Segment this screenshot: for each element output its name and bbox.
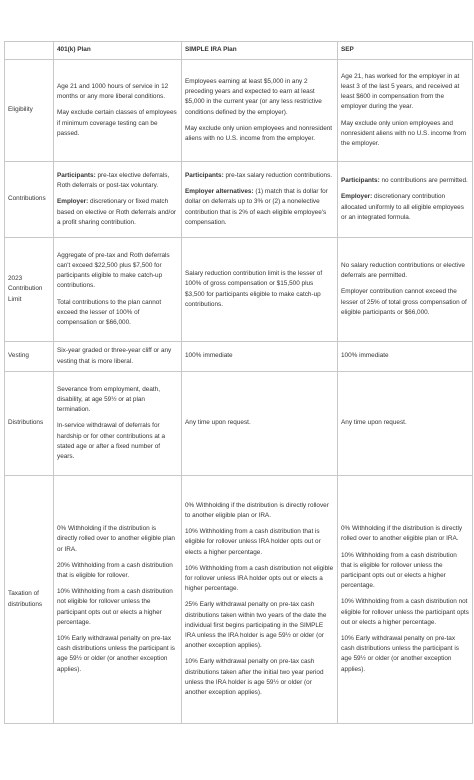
row-label-distributions: Distributions — [5, 372, 54, 476]
cell-paragraph — [341, 119, 469, 150]
cell-paragraph-lead: Employer alternatives: — [185, 188, 254, 196]
cell-paragraph-text: (1) match that is dollar for dollar on deferrals up to 3% or (2) a nonelective contribution that is 2% of each eligible employee's compensation. — [185, 188, 328, 226]
cell-paragraph-text: Any time upon request. — [185, 419, 251, 427]
header-cell-simple-ira: SIMPLE IRA Plan — [182, 42, 338, 60]
cell-paragraph-text: 10% Early withdrawal penalty on pre-tax cash distributions taken after the initial two year period unless the IRA holder is age 59½ or older (or another exception applies). — [185, 658, 324, 697]
cell-paragraph — [185, 351, 334, 361]
cell-paragraph-text: 10% Withholding from a cash distribution not eligible for rollover unless IRA holder opts out or elects a higher percentage. — [185, 564, 334, 593]
header-cell-blank — [5, 42, 54, 60]
cell-paragraph — [341, 351, 469, 361]
cell-paragraph — [57, 561, 178, 581]
cell-paragraph-text: 10% Withholding from a cash distribution not eligible for rollover unless the participant opts out or elects a higher percentage. — [341, 598, 469, 626]
cell-contributions-simple — [182, 162, 338, 238]
cell-vesting-plan401k — [54, 342, 182, 372]
cell-paragraph-text: Age 21, has worked for the employer in at least 3 of the last 5 years, and received at least $600 in compensation from the employer during the year. — [341, 72, 460, 111]
cell-paragraph-text: Severance from employment, death, disability, at age 59½ or at plan termination. — [57, 385, 161, 414]
cell-paragraph — [341, 192, 469, 223]
cell-paragraph-text: In-service withdrawal of deferrals for hardship or for other contributions at a stated age or after a fixed number of years. — [57, 422, 165, 460]
cell-paragraph — [57, 82, 178, 102]
cell-paragraph — [341, 176, 469, 186]
cell-paragraph — [341, 418, 469, 428]
cell-paragraph — [185, 171, 334, 181]
table-body — [5, 60, 473, 724]
cell-eligibility-simple — [182, 60, 338, 162]
cell-taxation-plan401k — [54, 476, 182, 724]
cell-paragraph-text: May exclude only union employees and nonresident aliens with no U.S. income from the employer. — [185, 124, 333, 142]
cell-paragraph — [185, 77, 334, 118]
table-row-distributions — [5, 372, 473, 476]
header-row — [5, 42, 473, 60]
cell-paragraph-text: Age 21 and 1000 hours of service in 12 months or any more liberal conditions. — [57, 82, 169, 101]
cell-paragraph-lead: Employer: — [341, 193, 373, 201]
cell-paragraph — [185, 269, 334, 310]
cell-paragraph — [185, 501, 334, 521]
retirement-plan-comparison-table — [4, 41, 473, 724]
cell-paragraph — [341, 597, 469, 628]
table-row-contributions — [5, 162, 473, 238]
cell-paragraph-text: 0% Withholding if the distribution is directly rolled over to another eligible plan or IRA. — [341, 525, 463, 543]
cell-paragraph-lead: Participants: — [185, 171, 224, 179]
cell-paragraph — [341, 551, 469, 592]
cell-paragraph-text: Six-year graded or three-year cliff or any vesting that is more liberal. — [57, 347, 172, 365]
cell-vesting-sep — [338, 342, 473, 372]
cell-paragraph-text: May exclude certain classes of employees if minimum coverage testing can be passed. — [57, 109, 177, 137]
cell-paragraph-text: no contributions are permitted. — [379, 177, 468, 185]
cell-paragraph — [57, 298, 178, 329]
row-label-eligibility: Eligibility — [5, 60, 54, 162]
cell-paragraph-text: Total contributions to the plan cannot exceed the lesser of 100% of compensation or $66,000. — [57, 298, 162, 326]
cell-paragraph-text: pre-tax elective deferrals, Roth deferrals or post-tax voluntary. — [57, 171, 170, 190]
cell-paragraph-text: pre-tax salary reduction contributions. — [223, 171, 333, 179]
cell-paragraph-text: 100% immediate — [185, 352, 233, 360]
cell-contributions-plan401k — [54, 162, 182, 238]
cell-contribution-limit-sep — [338, 238, 473, 342]
cell-paragraph — [341, 72, 469, 113]
cell-paragraph — [185, 564, 334, 595]
cell-paragraph-text: 20% Withholding from a cash distribution that is eligible for rollover. — [57, 561, 173, 579]
cell-paragraph-text: 100% immediate — [341, 352, 389, 360]
cell-paragraph-text: Any time upon request. — [341, 419, 407, 427]
table-row-eligibility — [5, 60, 473, 162]
row-label-contributions: Contributions — [5, 162, 54, 238]
cell-paragraph — [341, 524, 469, 544]
cell-paragraph — [341, 634, 469, 675]
cell-paragraph — [57, 171, 178, 191]
cell-paragraph — [185, 600, 334, 651]
cell-paragraph — [185, 418, 334, 428]
cell-paragraph — [57, 634, 178, 675]
cell-paragraph-text: 10% Withholding from a cash distribution not eligible for rollover unless the participant opts out or elects a higher percentage. — [57, 588, 173, 626]
cell-paragraph — [57, 251, 178, 292]
cell-paragraph — [57, 385, 178, 416]
cell-eligibility-plan401k — [54, 60, 182, 162]
cell-paragraph — [185, 527, 334, 558]
cell-paragraph-lead: Employer: — [57, 198, 89, 206]
table-row-contribution-limit — [5, 238, 473, 342]
cell-vesting-simple — [182, 342, 338, 372]
cell-paragraph-text: 10% Early withdrawal penalty on pre-tax cash distributions unless the participant is age 59½ or older (or another exception applies). — [57, 635, 175, 673]
cell-paragraph — [341, 261, 469, 281]
cell-paragraph-lead: Participants: — [341, 177, 380, 185]
cell-taxation-simple — [182, 476, 338, 724]
cell-paragraph — [57, 108, 178, 139]
cell-contributions-sep — [338, 162, 473, 238]
cell-paragraph — [185, 657, 334, 698]
cell-paragraph — [185, 187, 334, 228]
cell-paragraph — [57, 421, 178, 462]
cell-paragraph-text: discretionary or fixed match based on elective or Roth deferrals and/or a profit sharing contribution. — [57, 198, 177, 226]
row-label-vesting: Vesting — [5, 342, 54, 372]
cell-paragraph — [57, 524, 178, 555]
cell-contribution-limit-simple — [182, 238, 338, 342]
cell-paragraph — [57, 346, 178, 366]
cell-distributions-plan401k — [54, 372, 182, 476]
cell-paragraph-lead: Participants: — [57, 171, 96, 179]
cell-paragraph-text: May exclude only union employees and nonresident aliens with no U.S. income from the employer. — [341, 119, 467, 147]
cell-distributions-sep — [338, 372, 473, 476]
cell-paragraph — [57, 587, 178, 628]
cell-paragraph — [57, 197, 178, 228]
cell-eligibility-sep — [338, 60, 473, 162]
cell-paragraph — [341, 287, 469, 318]
comparison-table-container — [4, 41, 472, 724]
row-label-contribution-limit: 2023 Contribution Limit — [5, 238, 54, 342]
cell-paragraph-text: 10% Withholding from a cash distribution that is eligible for rollover unless the participant opts out or elects a higher percentage. — [341, 551, 457, 590]
cell-contribution-limit-plan401k — [54, 238, 182, 342]
table-row-taxation — [5, 476, 473, 724]
cell-distributions-simple — [182, 372, 338, 476]
cell-paragraph-text: Salary reduction contribution limit is the lesser of 100% of gross compensation or $15,500 plus $3,500 for participants eligible to make catch-up contributions. — [185, 270, 323, 308]
cell-paragraph-text: 10% Early withdrawal penalty on pre-tax cash distributions unless the participant is age 59½ or older (or another exception applies). — [341, 635, 459, 673]
cell-paragraph-text: 0% Withholding if the distribution is directly rollover to another eligible plan or IRA. — [185, 501, 329, 519]
row-label-taxation: Taxation of distributions — [5, 476, 54, 724]
header-cell-401k: 401(k) Plan — [54, 42, 182, 60]
cell-paragraph-text: discretionary contribution allocated uniformly to all eligible employees or an integrated formula. — [341, 193, 464, 221]
cell-paragraph-text: Aggregate of pre-tax and Roth deferrals can't exceed $22,500 plus $7,500 for participants eligible to make catch-up contributions. — [57, 251, 170, 290]
table-row-vesting — [5, 342, 473, 372]
cell-paragraph-text: 0% Withholding if the distribution is directly rolled over to another eligible plan or IRA. — [57, 525, 175, 553]
cell-paragraph-text: 25% Early withdrawal penalty on pre-tax cash distributions taken within two years of the date the individual first begins participating in the SIMPLE IRA unless the IRA holder is age 59½ or older (or another exception applies). — [185, 601, 327, 650]
cell-paragraph-text: 10% Withholding from a cash distribution that is eligible for rollover unless IRA holder opts out or elects a higher percentage. — [185, 528, 321, 556]
header-cell-sep: SEP — [338, 42, 473, 60]
cell-paragraph-text: Employer contribution cannot exceed the lesser of 25% of total gross compensation of eligible participants or $66,000. — [341, 288, 467, 316]
cell-paragraph-text: Employees earning at least $5,000 in any 2 preceding years and expected to earn at least $5,000 in the current year (or any less restrictive conditions defined by the employer). — [185, 77, 322, 116]
cell-taxation-sep — [338, 476, 473, 724]
cell-paragraph-text: No salary reduction contributions or elective deferrals are permitted. — [341, 261, 465, 280]
cell-paragraph — [185, 124, 334, 144]
